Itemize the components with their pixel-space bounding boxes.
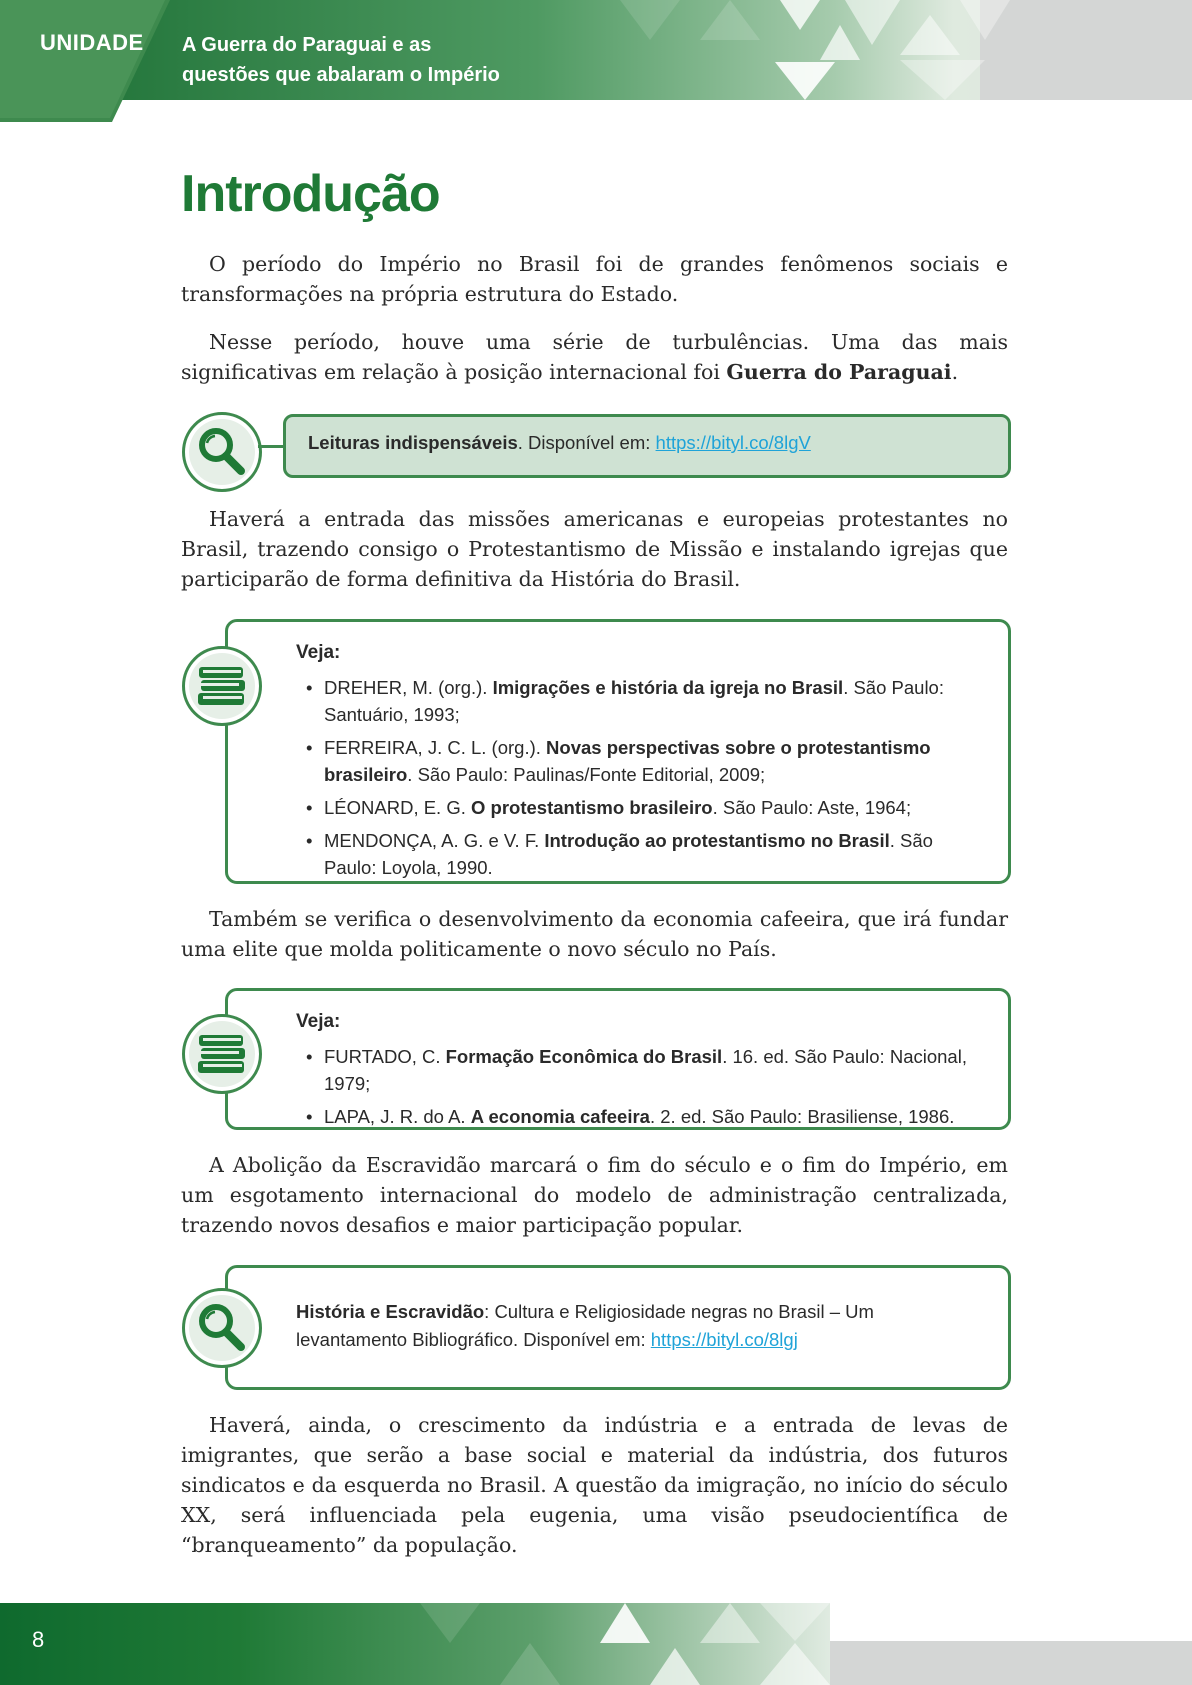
veja-box-1-icon-circle	[182, 646, 262, 726]
list-item	[324, 1103, 986, 1130]
ref-author: MENDONÇA, A. G. e V. F.	[324, 830, 545, 851]
ref-title: Novas perspectivas sobre o protestantismo brasileiro	[324, 737, 931, 785]
ref-title: Formação Econômica do Brasil	[445, 1046, 723, 1067]
paragraph-2-end: .	[951, 360, 959, 384]
slavery-box-bold: História e Escravidão	[296, 1301, 485, 1322]
content-area	[181, 160, 1008, 228]
paragraph-3: Haverá a entrada das missões americanas e europeias protestantes no Brasil, trazendo consigo o Protestantismo de Missão e instalando igrejas que participarão de forma definitiva da História do Brasil.	[181, 507, 1008, 591]
slavery-box	[225, 1265, 1011, 1390]
page-header	[0, 0, 1192, 122]
slavery-box-label: : Cultura e Religiosidade negras no Brasil – Um levantamento Bibliográfico. Disponível em:	[296, 1301, 874, 1350]
paragraph-2	[181, 327, 1008, 387]
list-item	[324, 734, 986, 788]
ref-title: O protestantismo brasileiro	[471, 797, 713, 818]
veja-box-2	[225, 988, 1011, 1130]
veja-box-1-title: Veja:	[296, 642, 341, 663]
ref-publisher: . São Paulo: Paulinas/Fonte Editorial, 2009;	[407, 764, 766, 785]
paragraph-4: Também se verifica o desenvolvimento da economia cafeeira, que irá fundar uma elite que molda politicamente o novo século no País.	[181, 907, 1008, 961]
magnifier-icon	[195, 1301, 249, 1355]
list-item	[324, 674, 986, 728]
ref-author: DREHER, M. (org.).	[324, 677, 493, 698]
reading-box-text	[308, 432, 811, 454]
ref-publisher: . São Paulo: Loyola, 1990.	[324, 830, 933, 878]
ref-author: LAPA, J. R. do A.	[324, 1106, 471, 1127]
ref-publisher: . 16. ed. São Paulo: Nacional, 1979;	[324, 1046, 967, 1094]
list-item	[324, 1043, 986, 1097]
header-banner	[0, 0, 1192, 122]
ref-title: Imigrações e história da igreja no Brasil	[492, 677, 844, 698]
unit-label: UNIDADE	[40, 30, 144, 55]
ref-publisher: . 2. ed. São Paulo: Brasiliense, 1986.	[649, 1106, 955, 1127]
veja-box-1	[225, 619, 1011, 884]
reading-box-label: . Disponível em:	[517, 432, 656, 453]
veja-box-1-list	[324, 674, 986, 887]
paragraph-2-text: Nesse período, houve uma série de turbulências. Uma das mais significativas em relação à posição internacional foi	[181, 330, 1008, 384]
reading-box-link[interactable]: https://bityl.co/8lgV	[655, 432, 811, 453]
page-number: 8	[32, 1627, 45, 1652]
veja-box-2-icon-circle	[182, 1014, 262, 1094]
ref-publisher: . São Paulo: Santuário, 1993;	[324, 677, 944, 725]
ref-publisher: . São Paulo: Aste, 1964;	[712, 797, 912, 818]
paragraph-2-bold: Guerra do Paraguai	[726, 360, 952, 384]
reading-box	[283, 414, 1011, 478]
books-icon	[195, 659, 249, 713]
slavery-box-icon-circle	[182, 1288, 262, 1368]
footer-banner	[0, 1603, 1192, 1685]
ref-title: A economia cafeeira	[470, 1106, 650, 1127]
paragraph-5: A Abolição da Escravidão marcará o fim do século e o fim do Império, em um esgotamento internacional do modelo de administração centralizada, trazendo novos desafios e maior participação popular.	[181, 1153, 1008, 1237]
veja-box-2-title: Veja:	[296, 1011, 341, 1032]
slavery-box-text	[296, 1298, 986, 1354]
unit-title: A Guerra do Paraguai e as questões que abalaram o Império	[182, 34, 500, 86]
paragraph-6: Haverá, ainda, o crescimento da indústria e a entrada de levas de imigrantes, que serão a base social e material da indústria, dos futuros sindicatos e da esquerda no Brasil. A questão da imigração, no início do século XX, será influenciada pela eugenia, uma visão pseudocientífica de “branqueamento” da população.	[181, 1413, 1008, 1557]
reading-box-bold: Leituras indispensáveis	[308, 432, 518, 453]
slavery-box-link[interactable]: https://bityl.co/8lgj	[650, 1329, 798, 1350]
ref-author: LÉONARD, E. G.	[324, 797, 472, 818]
ref-author: FURTADO, C.	[324, 1046, 446, 1067]
magnifier-icon	[195, 425, 249, 479]
paragraph-1: O período do Império no Brasil foi de grandes fenômenos sociais e transformações na própria estrutura do Estado.	[181, 252, 1008, 306]
ref-author: FERREIRA, J. C. L. (org.).	[324, 737, 547, 758]
list-item	[324, 827, 986, 881]
page-title: Introdução	[181, 165, 440, 223]
list-item	[324, 794, 986, 821]
veja-box-2-list	[324, 1043, 986, 1136]
page-footer	[0, 1603, 1192, 1685]
reading-box-connector	[258, 445, 284, 448]
books-icon	[195, 1027, 249, 1081]
ref-title: Introdução ao protestantismo no Brasil	[544, 830, 890, 851]
reading-box-icon-circle	[182, 412, 262, 492]
